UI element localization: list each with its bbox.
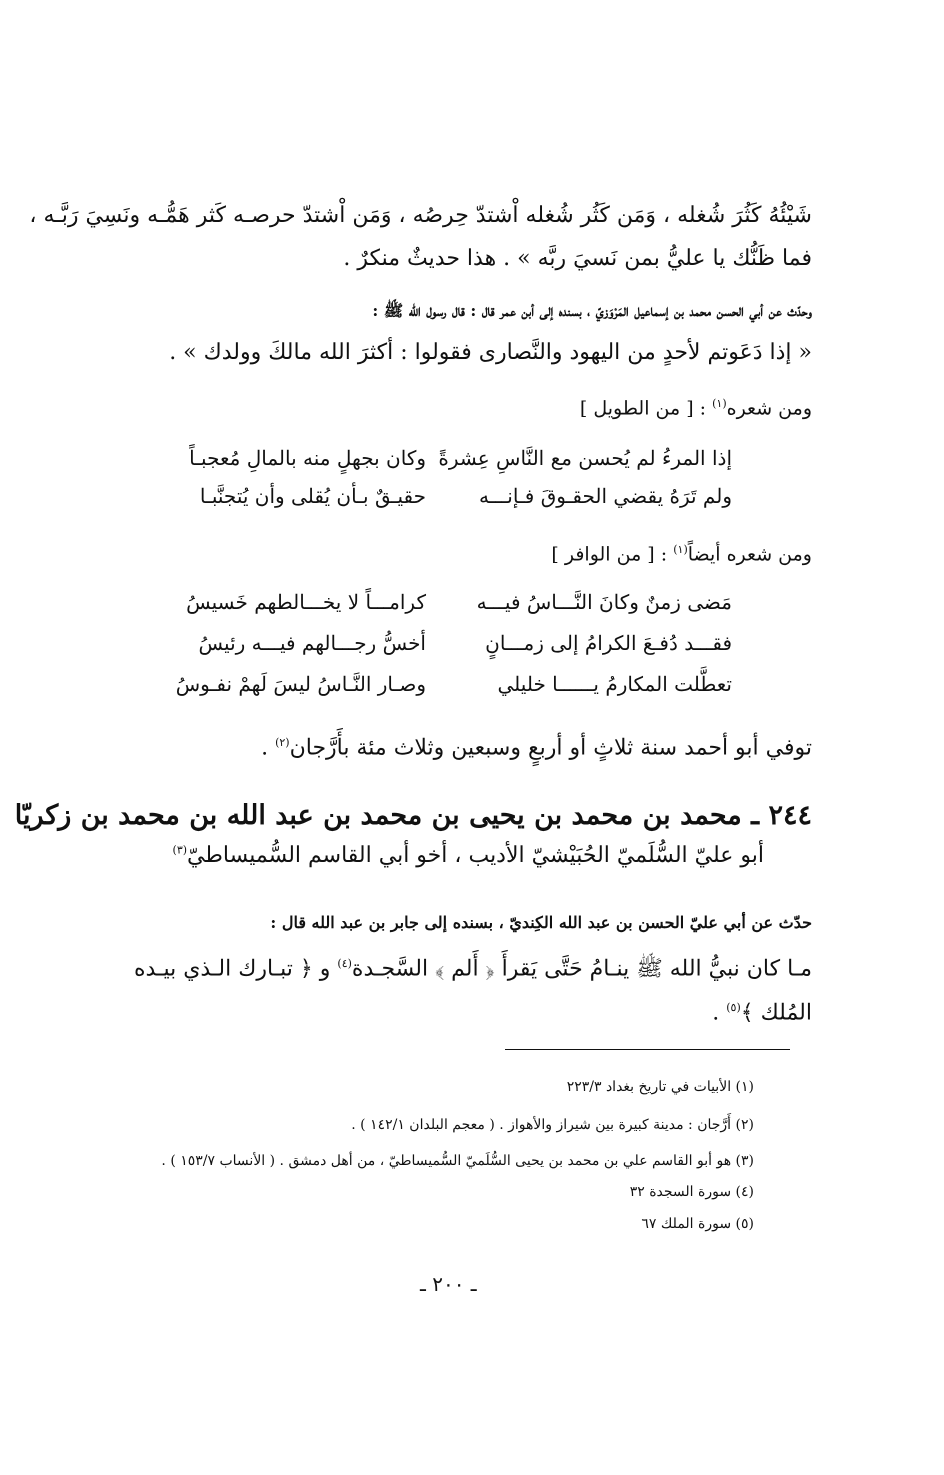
- footnote-1: (١) الأبيات في تاريخ بغداد ٢٢٣/٣: [566, 1079, 754, 1095]
- footnote-3: (٣) هو أبو القاسم علي بن محمد بن يحيى السُّلَميّ السُّميساطيّ ، من أهل دمشق . ( الأنساب ١٥٣/٧ ) .: [161, 1153, 754, 1169]
- page-number: ـ ٢٠٠ ـ: [420, 1272, 477, 1296]
- poem-2-verse-1-ajz: كرامـــاً لا يخـــالطهم خَسيسُ: [186, 590, 426, 614]
- footnote-5: (٥) سورة الملك ٦٧: [641, 1216, 754, 1232]
- entry-title: ٢٤٤ ـ محمد بن محمد بن يحيى بن محمد بن عبد الله بن محمد بن زكريّا: [14, 800, 812, 831]
- hadith-2-line-2: المُلك ﴾$^{(٥)}$ .: [712, 1000, 812, 1026]
- poem-2-verse-2-sadr: فقـــد دُفـعَ الكرامُ إلى زمـــانٍ: [485, 631, 732, 655]
- footnote-separator: [505, 1049, 790, 1050]
- narration-line-2: فما ظَنُّك يا عليُّ بمن نَسيَ ربَّه » . هذا حديثٌ منكرٌ .: [343, 246, 812, 271]
- poem-2-verse-3-sadr: تعطَّلت المكارمُ يــــــا خليلي: [497, 672, 732, 696]
- poem-2-verse-3-ajz: وصـار النَّـاسُ ليسَ لَهمْ نفـوسُ: [175, 672, 426, 696]
- hadith-2-line-1: مـا كان نبيُّ الله ﷺ ينـامُ حَتَّى يَقرأَ ﴿ أَلم ﴾ السَّجـدة$^{(٤)}$ و ﴿ تبـارك الـذي بيـده: [133, 956, 812, 982]
- poem-1-verse-1-ajz: وكان بجهلٍ منه بالمالِ مُعجبـاً: [189, 446, 426, 470]
- poem-2-intro: ومن شعره أيضاً$^{(١)}$ : [ من الوافر ]: [551, 543, 812, 566]
- isnad-2: حدّث عن أبي عليّ الحسن بن عبد الله الكِنديّ ، بسنده إلى جابر بن عبد الله قال :: [270, 913, 812, 932]
- poem-1-verse-1-sadr: إذا المرءُ لم يُحسن مع النَّاسِ عِشرةً: [438, 446, 732, 470]
- poem-2-verse-2-ajz: أخسُّ رجـــالهم فيـــه رئيسُ: [198, 631, 426, 655]
- poem-1-intro: ومن شعره$^{(١)}$ : [ من الطويل ]: [579, 397, 812, 420]
- poem-2-verse-1-sadr: مَضى زمنٌ وكانَ النَّـــاسُ فيـــه: [476, 590, 732, 614]
- entry-subtitle: أبو عليّ السُّلَميّ الحُبَيْشيّ الأديب ، أخو أبي القاسم السُّميساطيّ$^{(٣)}$: [172, 843, 764, 868]
- isnad-1: وحدّث عن أبي الحسن محمد بن إسماعيل المَرْوَزيّ ، بسنده إلى أبن عمر قال : قال رسول الله ﷺ :: [372, 301, 812, 320]
- footnote-4: (٤) سورة السجدة ٣٢: [629, 1184, 754, 1200]
- death-note: توفي أبو أحمد سنة ثلاثٍ أو أربعٍ وسبعين وثلاث مئة بأَرَّجان$^{(٢)}$ .: [261, 735, 812, 761]
- footnote-2: (٢) أَرَّجان : مدينة كبيرة بين شيراز والأهواز . ( معجم البلدان ١٤٢/١ ) .: [351, 1117, 754, 1133]
- poem-1-verse-2-sadr: ولم تَرَهُ يقضي الحقـوقَ فـإنـــه: [478, 484, 732, 508]
- narration-line-1: شَيْئُهُ كَثُرَ شُغله ، وَمَن كَثُر شُغله اْشتدّ حِرصُه ، وَمَن اْشتدّ حرصـه كَثر هَمُّـه ونَسِيَ رَبَّـه ،: [29, 203, 812, 228]
- poem-1-verse-2-ajz: حقيـقٌ بـأن يُقلى وأن يُتجنَّبـا: [199, 484, 426, 508]
- hadith-1: « إذا دَعَوتم لأحدٍ من اليهود والنَّصارى فقولوا : أكثرَ الله مالكَ وولدك » .: [169, 340, 812, 365]
